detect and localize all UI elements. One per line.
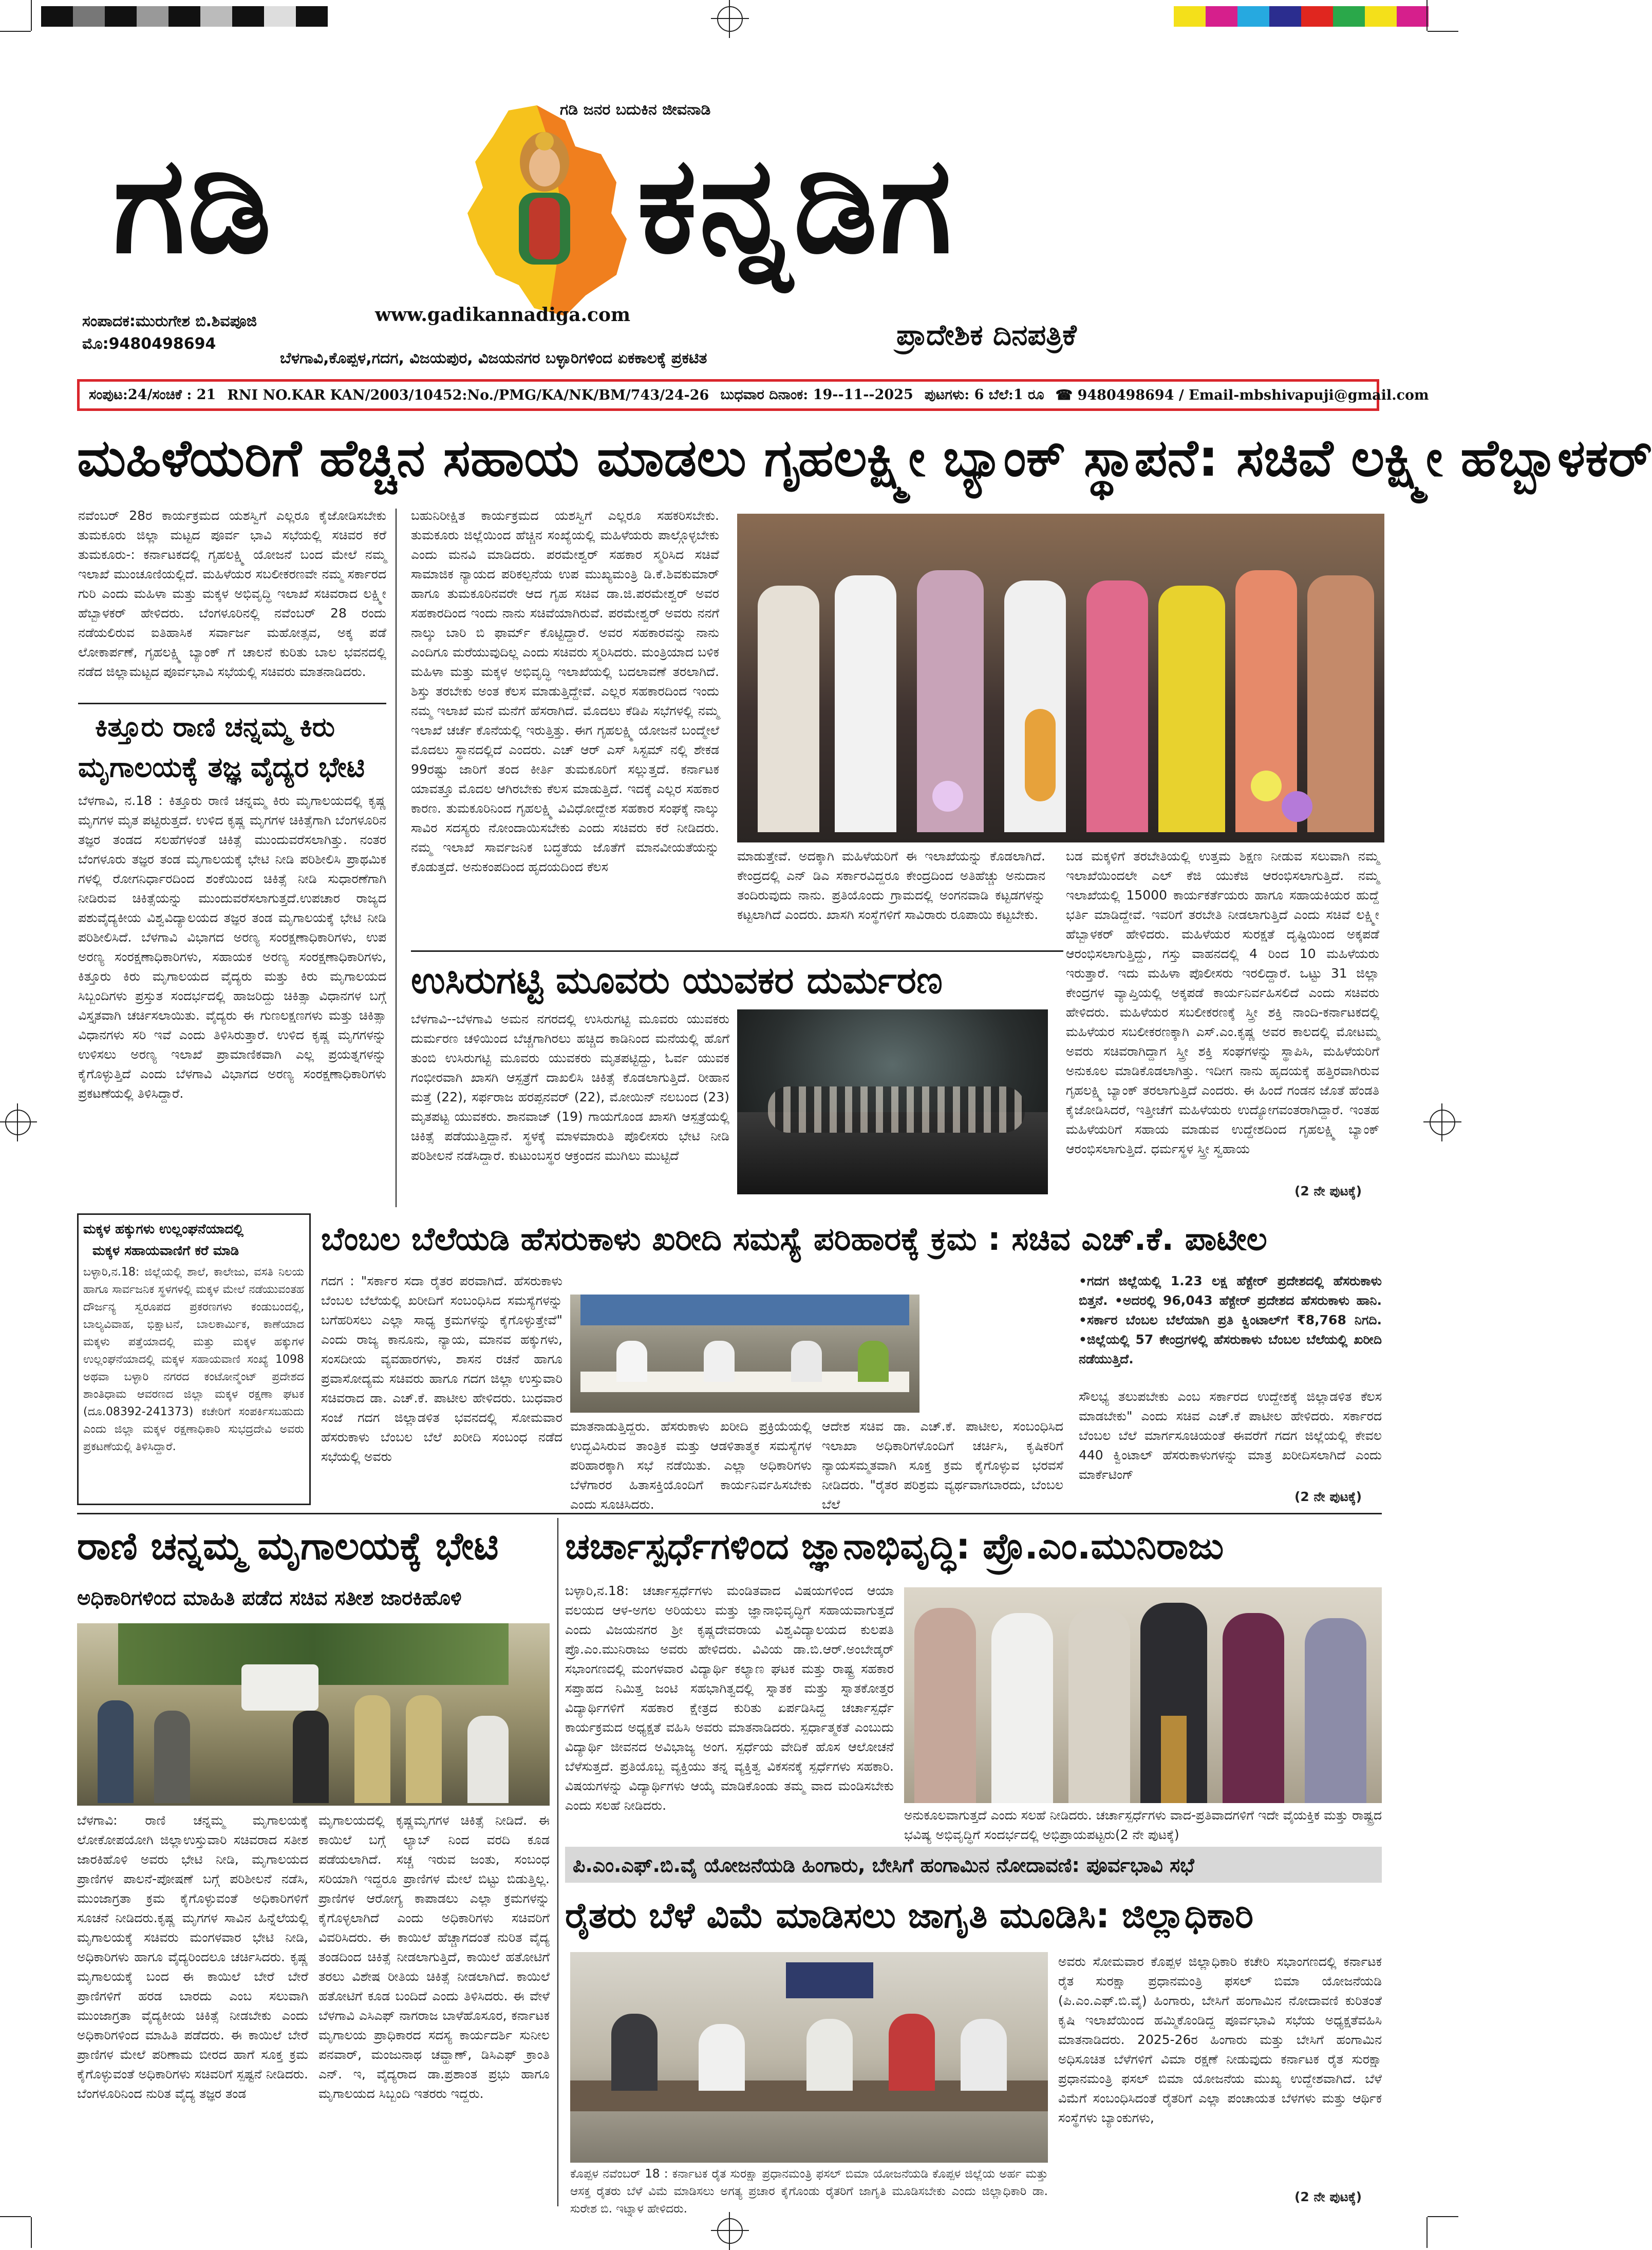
- usirugatti-body: ಬೆಳಗಾವಿ--ಬೆಳಗಾವಿ ಅಮನ ನಗರದಲ್ಲಿ ಉಸಿರುಗಟ್ಟಿ ಮೂವರು ಯುವಕರು ದುರ್ಮರಣ ಚಳಿಯಿಂದ ಬೆಚ್ಚಗಾಗಿರಲು ಹಚ್ಚಿದ ಕಾಡಿನಿಂದ ಮನೆಯಲ್ಲಿ ಹೊಗೆ ತುಂಬಿ ಉಸಿರುಗಟ್ಟಿ ಮೂವರು ಯುವಕರು ಮೃತಪಟ್ಟಿದ್ದು, ಓರ್ವ ಯುವಕ ಗಂಭೀರವಾಗಿ ಖಾಸಗಿ ಆಸ್ಪತ್ರೆಗೆ ದಾಖಲಿಸಿ ಚಿಕಿತ್ಸೆ ಕೊಡಲಾಗುತ್ತಿದೆ. ರೀಹಾನ ಮತ್ತೆ (22), ಸರ್ಫರಾಜ ಹರಪ್ಪನವರ್ (22), ಮೋಯಿನ್ ನಲಬಂದ (23) ಮೃತಪಟ್ಟ ಯುವಕರು. ಶಾನವಾಜ್ (19) ಗಾಯಗೊಂಡ ಖಾಸಗಿ ಆಸ್ಪತ್ರೆಯಲ್ಲಿ ಚಿಕಿತ್ಸೆ ಪಡೆಯುತ್ತಿದ್ದಾನೆ. ಸ್ಥಳಕ್ಕೆ ಮಾಳಮಾರುತಿ ಪೊಲೀಸರು ಭೇಟಿ ನೀಡಿ ಪರಿಶೀಲನೆ ನಡೆಸಿದ್ದಾರೆ. ಕುಟುಂಬಸ್ಥರ ಆಕ್ರಂದನ ಮುಗಿಲು ಮುಟ್ಟಿದೆ: [411, 1011, 729, 1163]
- karnataka-map-emblem: [447, 105, 632, 316]
- bembala-photo: [570, 1295, 919, 1413]
- crop-mark: [31, 0, 32, 31]
- crop-photo-caption: ಕೊಪ್ಪಳ ನವೆಂಬರ್ 18 : ಕರ್ನಾಟಕ ರೈತ ಸುರಕ್ಷಾ ಪ್ರಧಾನಮಂತ್ರಿ ಫಸಲ್ ಬಿಮಾ ಯೋಜನೆಯಡಿ ಕೊಪ್ಪಳ ಜಿಲ್ಲೆಯ ಅರ್ಹ ಮತ್ತು ಆಸಕ್ತ ರೈತರು ಬೆಳೆ ವಿಮೆ ಮಾಡಿಸಲು ಅಗತ್ಯ ಪ್ರಚಾರ ಕೈಗೊಂಡು ರೈತರಿಗೆ ಜಾಗೃತಿ ಮೂಡಿಸಬೇಕು ಎಂದು ಜಿಲ್ಲಾಧಿಕಾರಿ ಡಾ. ಸುರೇಶ ಬಿ. ಇಟ್ನಾಳ ಹೇಳಿದರು.: [570, 2167, 1048, 2216]
- registration-mark-bottom: [717, 2218, 743, 2244]
- children-headline-2: ಮಕ್ಕಳ ಸಹಾಯವಾಣಿಗೆ ಕರೆ ಮಾಡಿ: [92, 1243, 239, 1259]
- website-link[interactable]: www.gadikannadiga.com: [375, 304, 631, 326]
- divider: [411, 950, 1063, 952]
- kittur-body: ಬೆಳಗಾವಿ, ನ.18 : ಕಿತ್ತೂರು ರಾಣಿ ಚನ್ನಮ್ಮ ಕಿರು ಮೃಗಾಲಯದಲ್ಲಿ ಕೃಷ್ಣ ಮೃಗಗಳ ಮೃತ ಪಟ್ಟಿರುತ್ತದೆ. ಉಳಿದ ಕೃಷ್ಣ ಮೃಗಗಳ ಚಿಕಿತ್ಸೆಗಾಗಿ ಬೆಂಗಳೂರಿನ ತಜ್ಞರ ತಂಡದ ಸಲಹೆಗಳಂತೆ ಚಿಕಿತ್ಸೆ ಮುಂದುವರೆಸಲಾಗಿತ್ತು. ನಂತರ ಬೆಂಗಳೂರು ತಜ್ಞರ ತಂಡ ಮೃಗಾಲಯಕ್ಕೆ ಭೇಟಿ ನೀಡಿ ಪರಿಶೀಲಿಸಿ ಪ್ರಾಥಮಿಕ ಗಳಲ್ಲಿ ರೋಗನಿರ್ಧಾರದಿಂದ ಶಂಕೆಯಿಂದ ಚಿಕಿತ್ಸೆ ನೀಡಿ ಸುಧಾರಣೆಗಾಗಿ ನೀಡಿರುವ ಚಿಕಿತ್ಸೆಯನ್ನು ಮುಂದುವರೆಸಲಾಗುತ್ತದೆ.ಉಪಚಾರ ರಾಜ್ಯದ ಪಶುವೈದ್ಯಕೀಯ ವಿಶ್ವವಿದ್ಯಾಲಯದ ತಜ್ಞರ ತಂಡ ಮೃಗಾಲಯಕ್ಕೆ ಭೇಟಿ ನೀಡಿ ಪರಿಶೀಲಿಸಿದೆ. ಬೆಳಗಾವಿ ವಿಭಾಗದ ಅರಣ್ಯ ಸಂರಕ್ಷಣಾಧಿಕಾರಿಗಳು, ಉಪ ಅರಣ್ಯ ಸಂರಕ್ಷಣಾಧಿಕಾರಿಗಳು, ಸಹಾಯಕ ಅರಣ್ಯ ಸಂರಕ್ಷಣಾಧಿಕಾರಿಗಳು, ಕಿತ್ತೂರು ಕಿರು ಮೃಗಾಲಯದ ವೈದ್ಯರು ಮತ್ತು ಕಿರು ಮೃಗಾಲಯದ ಸಿಬ್ಬಂದಿಗಳು ಪ್ರಸ್ತುತ ಸಂದರ್ಭದಲ್ಲಿ ಹಾಜರಿದ್ದು ಚಿಕಿತ್ಸಾ ವಿಧಾನಗಳ ಬಗ್ಗೆ ವಿಸ್ತೃತವಾಗಿ ಚರ್ಚಿಸಲಾಯಿತು. ವೈದ್ಯರು ಈ ಗುಣಲಕ್ಷಣಗಳು ಮತ್ತು ಚಿಕಿತ್ಸಾ ವಿಧಾನಗಳು ಸರಿ ಇವೆ ಎಂದು ತಿಳಿಸಿರುತ್ತಾರೆ. ಉಳಿದ ಕೃಷ್ಣ ಮೃಗಗಳನ್ನು ಉಳಿಸಲು ಅರಣ್ಯ ಇಲಾಖೆ ಪ್ರಾಮಾಣಿಕವಾಗಿ ಎಲ್ಲ ಪ್ರಯತ್ನಗಳನ್ನು ಕೈಗೊಳ್ಳುತ್ತಿದೆ ಎಂದು ಬೆಳಗಾವಿ ವಿಭಾಗದ ಅರಣ್ಯ ಸಂರಕ್ಷಣಾಧಿಕಾರಿಗಳು ಪ್ರಕಟಣೆಯಲ್ಲಿ ತಿಳಿಸಿದ್ದಾರೆ.: [78, 793, 386, 1101]
- crop-photo: [570, 1952, 1048, 2163]
- bembala-photo-caption: ಮಾತನಾಡುತ್ತಿದ್ದರು. ಹೆಸರುಕಾಳು ಖರೀದಿ ಪ್ರಕ್ರಿಯೆಯಲ್ಲಿ ಉದ್ಭವಿಸಿರುವ ತಾಂತ್ರಿಕ ಮತ್ತು ಆಡಳಿತಾತ್ಮಕ ಸಮಸ್ಯೆಗಳ ಪರಿಹಾರಕ್ಕಾಗಿ ಸಭೆ ನಡೆಯಿತು. ಎಲ್ಲಾ ಅಧಿಕಾರಿಗಳು ಬೆಳೆಗಾರರ ಹಿತಾಸಕ್ತಿಯೊಂದಿಗೆ ಕಾರ್ಯನಿರ್ವಹಿಸಬೇಕು ಎಂದು ಸೂಚಿಸಿದರು.: [570, 1419, 812, 1512]
- crop-kicker: ಪಿ.ಎಂ.ಎಫ್.ಬಿ.ವೈ ಯೋಜನೆಯಡಿ ಹಿಂಗಾರು, ಬೇಸಿಗೆ ಹಂಗಾಮಿನ ನೋದಾವಣಿ: ಪೂರ್ವಭಾವಿ ಸಭೆ: [573, 1854, 1194, 1877]
- masthead-title-right: ಕನ್ನಡಿಗ: [637, 128, 954, 283]
- children-body: ಬಳ್ಳಾರಿ,ನ.18: ಜಿಲ್ಲೆಯಲ್ಲಿ ಶಾಲೆ, ಕಾಲೇಜು, ವಸತಿ ನಿಲಯ ಹಾಗೂ ಸಾರ್ವಜನಿಕ ಸ್ಥಳಗಳಲ್ಲಿ ಮಕ್ಕಳ ಮೇಲೆ ನಡೆಯುವಂತಹ ದೌರ್ಜನ್ಯ ಸ್ವರೂಪದ ಪ್ರಕರಣಗಳು ಕಂಡುಬಂದಲ್ಲಿ, ಬಾಲ್ಯವಿವಾಹ, ಭಿಕ್ಷಾಟನೆ, ಬಾಲಕಾರ್ಮಿಕ, ಕಾಣೆಯಾದ ಮಕ್ಕಳು ಪತ್ತೆಯಾದಲ್ಲಿ ಮತ್ತು ಮಕ್ಕಳ ಹಕ್ಕುಗಳ ಉಲ್ಲಂಘನೆಯಾದಲ್ಲಿ ಮಕ್ಕಳ ಸಹಾಯವಾಣಿ ಸಂಖ್ಯೆ 1098 ಅಥವಾ ಬಳ್ಳಾರಿ ನಗರದ ಕಂಟೋನ್ಮೆಂಟ್ ಪ್ರದೇಶದ ಶಾಂತಿಧಾಮ ಆವರಣದ ಜಿಲ್ಲಾ ಮಕ್ಕಳ ರಕ್ಷಣಾ ಘಟಕ (ದೂ.08392-241373) ಕಚೇರಿಗೆ ಸಂಪರ್ಕಿಸಬಹುದು ಎಂದು ಜಿಲ್ಲಾ ಮಕ್ಕಳ ರಕ್ಷಣಾಧಿಕಾರಿ ಸುಭದ್ರದೇವಿ ಅವರು ಪ್ರಕಟಣೆಯಲ್ಲಿ ತಿಳಿಸಿದ್ದಾರೆ.: [83, 1266, 304, 1453]
- crop-mark: [0, 2216, 31, 2217]
- charcha-caption: ಅನುಕೂಲವಾಗುತ್ತದೆ ಎಂದು ಸಲಹೆ ನೀಡಿದರು. ಚರ್ಚಾಸ್ಪರ್ಧೆಗಳು ವಾದ-ಪ್ರತಿವಾದಗಳಿಗೆ ಇದೇ ವೈಯಕ್ತಿಕ ಮತ್ತು ರಾಷ್ಟ್ರದ ಭವಿಷ್ಯ ಅಭಿವೃದ್ಧಿಗೆ ಸಂದರ್ಭದಲ್ಲಿ ಅಭಿಪ್ರಾಯಪಟ್ಟರು(2 ನೇ ಪುಟಕ್ಕೆ): [904, 1808, 1382, 1842]
- registration-mark-left: [5, 1110, 31, 1135]
- masthead-title-left: ಗಡಿ: [113, 128, 274, 283]
- regional-daily-label: ಪ್ರಾದೇಶಿಕ ದಿನಪತ್ರಿಕೆ: [896, 318, 1077, 352]
- color-bar-right: [1174, 6, 1429, 27]
- editions-line: ಬೆಳಗಾವಿ,ಕೊಪ್ಪಳ,ಗದಗ, ವಿಜಯಪುರ, ವಿಜಯನಗರ ಬಳ್ಳಾರಿಗಳಿಂದ ಏಕಕಾಲಕ್ಕೆ ಪ್ರಕಟಿತ: [280, 349, 707, 367]
- bembala-column-1: ಗದಗ : "ಸರ್ಕಾರ ಸದಾ ರೈತರ ಪರವಾಗಿದೆ. ಹೆಸರುಕಾಳು ಬೆಂಬಲ ಬೆಲೆಯಲ್ಲಿ ಖರೀದಿಗೆ ಸಂಬಂಧಿಸಿದ ಸಮಸ್ಯೆಗಳನ್ನು ಬಗೆಹರಿಸಲು ಎಲ್ಲಾ ಸಾಧ್ಯ ಕ್ರಮಗಳನ್ನು ಕೈಗೊಳ್ಳುತ್ತೇವೆ" ಎಂದು ರಾಜ್ಯ ಕಾನೂನು, ನ್ಯಾಯ, ಮಾನವ ಹಕ್ಕುಗಳು, ಸಂಸದೀಯ ವ್ಯವಹಾರಗಳು, ಶಾಸನ ರಚನೆ ಹಾಗೂ ಪ್ರವಾಸೋದ್ಯಮ ಸಚಿವರು ಹಾಗೂ ಗದಗ ಜಿಲ್ಲಾ ಉಸ್ತುವಾರಿ ಸಚಿವರಾದ ಡಾ. ಎಚ್.ಕೆ. ಪಾಟೀಲ ಹೇಳಿದರು. ಬುಧವಾರ ಸಂಜೆ ಗದಗ ಜಿಲ್ಲಾಡಳಿತ ಭವನದಲ್ಲಿ ಸೋಮವಾರ ಹೆಸರುಕಾಳು ಬೆಂಬಲ ಬೆಲೆ ಖರೀದಿ ಸಂಬಂಧ ನಡೆದ ಸಭೆಯಲ್ಲಿ ಅವರು: [321, 1273, 562, 1464]
- lead-continued: (2 ನೇ ಪುಟಕ್ಕೆ): [1294, 1184, 1362, 1198]
- crop-continued: (2 ನೇ ಪುಟಕ್ಕೆ): [1294, 2189, 1362, 2204]
- color-bar-left: [41, 6, 328, 27]
- rani-headline: ರಾಣಿ ಚನ್ನಮ್ಮ ಮೃಗಾಲಯಕ್ಕೆ ಭೇಟಿ: [77, 1524, 499, 1568]
- contact-info: ☎ 9480498694 / Email-mbshivapuji@gmail.com: [1055, 387, 1429, 403]
- issue-info-bar: [77, 379, 1429, 411]
- lead-column-1: ನವೆಂಬರ್ 28ರ ಕಾರ್ಯಕ್ರಮದ ಯಶಸ್ವಿಗೆ ಎಲ್ಲರೂ ಕೈಜೋಡಿಸಬೇಕು ತುಮಕೂರು ಜಿಲ್ಲಾ ಮಟ್ಟದ ಪೂರ್ವ ಭಾವಿ ಸಭೆಯಲ್ಲಿ ಸಚಿವರ ಕರೆ ತುಮಕೂರು-: ಕರ್ನಾಟಕದಲ್ಲಿ ಗೃಹಲಕ್ಷ್ಮಿ ಯೋಜನೆ ಬಂದ ಮೇಲೆ ನಮ್ಮ ಇಲಾಖೆ ಮುಂಚೂಣಿಯಲ್ಲಿದೆ. ಮಹಿಳೆಯರ ಸಬಲೀಕರಣವೇ ನಮ್ಮ ಸರ್ಕಾರದ ಗುರಿ ಎಂದು ಮಹಿಳಾ ಮತ್ತು ಮಕ್ಕಳ ಅಭಿವೃದ್ಧಿ ಇಲಾಖೆ ಸಚಿವರಾದ ಲಕ್ಷ್ಮೀ ಹೆಬ್ಬಾಳಕರ್ ಹೇಳಿದರು. ಬೆಂಗಳೂರಿನಲ್ಲಿ ನವೆಂಬರ್ 28 ರಂದು ನಡೆಯಲಿರುವ ಐತಿಹಾಸಿಕ ಸರ್ವಾರ್ಜ ಮಹೋತ್ಸವ, ಅಕ್ಕ ಪಡೆ ಲೋಕಾರ್ಪಣೆ, ಗೃಹಲಕ್ಷ್ಮಿ ಬ್ಯಾಂಕ್ ಗೆ ಚಾಲನೆ ಕುರಿತು ಬಾಲ ಭವನದಲ್ಲಿ ನಡೆದ ಜಿಲ್ಲಾಮಟ್ಟದ ಪೂರ್ವಭಾವಿ ಸಭೆಯಲ್ಲಿ ಸಚಿವರು ಮಾತನಾಡಿದರು.: [78, 508, 386, 679]
- crop-mark: [0, 31, 31, 32]
- registration-mark-right: [1430, 1110, 1455, 1135]
- usirugatti-headline: ಉಸಿರುಗಟ್ಟಿ ಮೂವರು ಯುವಕರ ದುರ್ಮರಣ: [411, 959, 943, 1002]
- lead-photo-caption: ಮಾಡುತ್ತೇವೆ. ಅದಕ್ಕಾಗಿ ಮಹಿಳೆಯರಿಗೆ ಈ ಇಲಾಖೆಯನ್ನು ಕೊಡಲಾಗಿದೆ. ಕೇಂದ್ರದಲ್ಲಿ ಎನ್ ಡಿಎ ಸರ್ಕಾರವಿದ್ದರೂ ಕೇಂದ್ರದಿಂದ ಅತಿಹೆಚ್ಚು ಅನುದಾನ ತಂದಿರುವುದು ನಾನು. ಪ್ರತಿಯೊಂದು ಗ್ರಾಮದಲ್ಲಿ ಅಂಗನವಾಡಿ ಕಟ್ಟಡಗಳನ್ನು ಕಟ್ಟಲಾಗಿದೆ ಎಂದರು. ಖಾಸಗಿ ಸಂಸ್ಥೆಗಳಿಗೆ ಸಾವಿರಾರು ರೂಪಾಯಿ ಕಟ್ಟಬೇಕು.: [737, 849, 1045, 922]
- editor-mobile: ಮೊ:9480498694: [82, 335, 216, 353]
- bembala-continued: (2 ನೇ ಪುಟಕ್ಕೆ): [1294, 1489, 1362, 1504]
- lead-headline: ಮಹಿಳೆಯರಿಗೆ ಹೆಚ್ಚಿನ ಸಹಾಯ ಮಾಡಲು ಗೃಹಲಕ್ಷ್ಮೀ ಬ್ಯಾಂಕ್ ಸ್ಥಾಪನೆ: ಸಚಿವೆ ಲಕ್ಷ್ಮೀ ಹೆಬ್ಬಾಳಕರ್: [77, 428, 1652, 488]
- rani-column-1: ಬೆಳಗಾವಿ: ರಾಣಿ ಚನ್ನಮ್ಮ ಮೃಗಾಲಯಕ್ಕೆ ಲೋಕೋಪಯೋಗಿ ಜಿಲ್ಲಾಉಸ್ತುವಾರಿ ಸಚಿವರಾದ ಸತೀಶ ಜಾರಕಿಹೊಳಿ ಅವರು ಭೇಟಿ ನೀಡಿ, ಮೃಗಾಲಯದ ಪ್ರಾಣಿಗಳ ಪಾಲನೆ-ಪೋಷಣೆ ಬಗ್ಗೆ ಪರಿಶೀಲನೆ ನಡೆಸಿ, ಮುಂಜಾಗ್ರತಾ ಕ್ರಮ ಕೈಗೊಳ್ಳುವಂತೆ ಅಧಿಕಾರಿಗಳಿಗೆ ಸೂಚನೆ ನೀಡಿದರು.ಕೃಷ್ಣ ಮೃಗಗಳ ಸಾವಿನ ಹಿನ್ನೆಲೆಯಲ್ಲಿ ಮೃಗಾಲಯಕ್ಕೆ ಸಚಿವರು ಮಂಗಳವಾರ ಭೇಟಿ ನೀಡಿ, ಅಧಿಕಾರಿಗಳು ಹಾಗೂ ವೈದ್ಯರಿಂದಲೂ ಚರ್ಚಿಸಿದರು. ಕೃಷ್ಣ ಮೃಗಾಲಯಕ್ಕೆ ಬಂದ ಈ ಕಾಯಿಲೆ ಬೇರೆ ಬೇರೆ ಪ್ರಾಣಿಗಳಿಗೆ ಹರಡ ಬಾರದು ಎಂಬ ಸಲುವಾಗಿ ಮುಂಜಾಗ್ರತಾ ವೈದ್ಯಕೀಯ ಚಿಕಿತ್ಸೆ ನೀಡಬೇಕು ಎಂದು ಅಧಿಕಾರಿಗಳಿಂದ ಮಾಹಿತಿ ಪಡೆದರು. ಈ ಕಾಯಿಲೆ ಬೇರೆ ಪ್ರಾಣಿಗಳ ಮೇಲೆ ಪರಿಣಾಮ ಬೀರದ ಹಾಗೆ ಸೂಕ್ತ ಕ್ರಮ ಕೈಗೊಳ್ಳುವಂತೆ ಅಧಿಕಾರಿಗಳು ಸಚಿವರಿಗೆ ಸ್ಪಷ್ಟನೆ ನೀಡಿದರು. ಬೆಂಗಳೂರಿನಿಂದ ನುರಿತ ವೈದ್ಯ ತಜ್ಞರ ತಂಡ: [77, 1813, 308, 2101]
- editor-name: ಸಂಪಾದಕ:ಮುರುಗೇಶ ಬಿ.ಶಿವಪೂಜಿ: [82, 312, 257, 330]
- crop-mark: [1426, 0, 1428, 31]
- crop-mark: [1428, 31, 1458, 32]
- crop-headline: ರೈತರು ಬೆಳೆ ವಿಮೆ ಮಾಡಿಸಲು ಜಾಗೃತಿ ಮೂಡಿಸಿ: ಜಿಲ್ಲಾಧಿಕಾರಿ: [565, 1896, 1254, 1936]
- rni-number: RNI NO.KAR KAN/2003/10452:No./PMG/KA/NK/BM/743/24-26: [227, 387, 709, 403]
- crop-mark: [1428, 2216, 1458, 2217]
- divider: [396, 509, 397, 1207]
- charcha-body: ಬಳ್ಳಾರಿ,ನ.18: ಚರ್ಚಾಸ್ಪರ್ಧೆಗಳು ಮಂಡಿತವಾದ ವಿಷಯಗಳಿಂದ ಆಯಾ ವಲಯದ ಆಳ-ಅಗಲ ಅರಿಯಲು ಮತ್ತು ಜ್ಞಾನಾಭಿವೃದ್ಧಿಗೆ ಸಹಾಯವಾಗುತ್ತದೆ ಎಂದು ವಿಜಯನಗರ ಶ್ರೀ ಕೃಷ್ಣದೇವರಾಯ ವಿಶ್ವವಿದ್ಯಾಲಯದ ಕುಲಪತಿ ಪ್ರೊ.ಎಂ.ಮುನಿರಾಜು ಅವರು ಹೇಳಿದರು. ವಿವಿಯ ಡಾ.ಬಿ.ಆರ್.ಅಂಬೇಡ್ಕರ್ ಸಭಾಂಗಣದಲ್ಲಿ ಮಂಗಳವಾರ ವಿದ್ಯಾರ್ಥಿ ಕಲ್ಯಾಣ ಘಟಕ ಮತ್ತು ರಾಷ್ಟ್ರ ಸಹಕಾರ ಸಪ್ತಾಹದ ನಿಮಿತ್ತ ಜಂಟಿ ಸಹಭಾಗಿತ್ವದಲ್ಲಿ ಸ್ನಾತಕ ಮತ್ತು ಸ್ನಾತಕೋತ್ತರ ವಿದ್ಯಾರ್ಥಿಗಳಿಗೆ ಸಹಕಾರ ಕ್ಷೇತ್ರದ ಕುರಿತು ಏರ್ಪಡಿಸಿದ್ದ ಚರ್ಚಾಸ್ಪರ್ಧೆ ಕಾರ್ಯಕ್ರಮದ ಅಧ್ಯಕ್ಷತೆ ವಹಿಸಿ ಅವರು ಮಾತನಾಡಿದರು. ಸ್ಪರ್ಧಾತ್ಮಕತೆ ಎಂಬುದು ವಿದ್ಯಾರ್ಥಿ ಜೀವನದ ಅವಿಭಾಜ್ಯ ಅಂಗ. ಸ್ಪರ್ಧೆಯ ವೇದಿಕೆ ಹೊಸ ಆಲೋಚನೆ ಬೆಳೆಸುತ್ತದೆ. ಪ್ರತಿಯೊಬ್ಬ ವ್ಯಕ್ತಿಯು ತನ್ನ ವ್ಯಕ್ತಿತ್ವ ವಿಕಸನಕ್ಕೆ ಸ್ಪರ್ಧೆಗಳು ಸಹಕಾರಿ. ವಿಷಯಗಳನ್ನು ವಿದ್ಯಾರ್ಥಿಗಳು ಆಯ್ಕೆ ಮಾಡಿಕೊಂಡು ತಮ್ಮ ವಾದ ಮಂಡಿಸಬೇಕು ಎಂದು ಸಲಹೆ ನೀಡಿದರು.: [565, 1583, 894, 1813]
- usirugatti-photo: [737, 1009, 1048, 1194]
- divider: [557, 1518, 558, 2206]
- kittur-headline-1: ಕಿತ್ತೂರು ರಾಣಿ ಚನ್ನಮ್ಮ ಕಿರು: [95, 712, 335, 743]
- rani-subhead: ಅಧಿಕಾರಿಗಳಿಂದ ಮಾಹಿತಿ ಪಡೆದ ಸಚಿವ ಸತೀಶ ಜಾರಕಿಹೊಳಿ: [77, 1586, 462, 1610]
- page-count-price: ಪುಟಗಳು: 6 ಬೆಲೆ:1 ರೂ: [924, 387, 1044, 403]
- divider: [78, 703, 386, 704]
- charcha-photo: [904, 1587, 1382, 1803]
- lead-photo: [737, 514, 1384, 842]
- bembala-right-column: ಸೌಲಭ್ಯ ತಲುಪಬೇಕು ಎಂಬ ಸರ್ಕಾರದ ಉದ್ದೇಶಕ್ಕೆ ಜಿಲ್ಲಾಡಳಿತ ಕೆಲಸ ಮಾಡಬೇಕು" ಎಂದು ಸಚಿವ ಎಚ್.ಕೆ ಪಾಟೀಲ ಹೇಳಿದರು. ಸರ್ಕಾರದ ಬೆಂಬಲ ಬೆಲೆ ಮಾರ್ಗಸೂಚಿಯಂತೆ ಈವರೆಗೆ ಗದಗ ಜಿಲ್ಲೆಯಲ್ಲಿ ಕೇವಲ 440 ಕ್ವಿಂಟಾಲ್ ಹೆಸರುಕಾಳುಗಳನ್ನು ಮಾತ್ರ ಖರೀದಿಸಲಾಗಿದೆ ಎಂದು ಮಾರ್ಕೆಟಿಂಗ್: [1079, 1389, 1382, 1482]
- rani-column-2: ಮೃಗಾಲಯದಲ್ಲಿ ಕೃಷ್ಣಮೃಗಗಳ ಚಿಕಿತ್ಸೆ ನೀಡಿದೆ. ಈ ಕಾಯಿಲೆ ಬಗ್ಗೆ ಲ್ಯಾಬ್ ನಿಂದ ವರದಿ ಕೂಡ ಪಡೆಯಲಾಗಿದೆ. ಸಚ್ಚ ಇರುವ ಜಂತು, ಸಂಬಂಧ ಸರಿಯಾಗಿ ಇದ್ದರೂ ಪ್ರಾಣಿಗಳ ಮೇಲೆ ಬಿಟ್ಟು ಬಿಡುತ್ತಿಲ್ಲ. ಪ್ರಾಣಿಗಳ ಆರೋಗ್ಯ ಕಾಪಾಡಲು ಎಲ್ಲಾ ಕ್ರಮಗಳನ್ನು ಕೈಗೊಳ್ಳಲಾಗಿದೆ ಎಂದು ಅಧಿಕಾರಿಗಳು ಸಚಿವರಿಗೆ ವಿವರಿಸಿದರು. ಈ ಕಾಯಿಲೆ ಹೆಚ್ಚಾಗದಂತೆ ನುರಿತ ವೈದ್ಯ ತಂಡದಿಂದ ಚಿಕಿತ್ಸೆ ನೀಡಲಾಗುತ್ತಿದೆ, ಕಾಯಿಲೆ ಹತೋಟಿಗೆ ತರಲು ವಿಶೇಷ ರೀತಿಯ ಚಿಕಿತ್ಸೆ ನೀಡಲಾಗಿದೆ. ಕಾಯಿಲೆ ಹತೋಟಿಗೆ ಕೂಡ ಬಂದಿದೆ ಎಂದು ತಿಳಿಸಿದರು. ಈ ವೇಳೆ ಬೆಳಗಾವಿ ಎಸಿಎಫ್ ನಾಗರಾಜ ಬಾಳೆಹೊಸೂರ, ಕರ್ನಾಟಕ ಮೃಗಾಲಯ ಪ್ರಾಧಿಕಾರದ ಸದಸ್ಯ ಕಾರ್ಯದರ್ಶಿ ಸುನೀಲ ಪನವಾರ್, ಮಂಜುನಾಥ ಚವ್ಹಾಣ್, ಡಿಸಿಎಫ್ ಕ್ರಾಂತಿ ಎನ್. ಇ, ವೈದ್ಯರಾದ ಡಾ.ಪ್ರಶಾಂತ ಪ್ರಭು ಹಾಗೂ ಮೃಗಾಲಯದ ಸಿಬ್ಬಂದಿ ಇತರರು ಇದ್ದರು.: [318, 1813, 550, 2101]
- lead-column-2: ಬಹುನಿರೀಕ್ಷಿತ ಕಾರ್ಯಕ್ರಮದ ಯಶಸ್ವಿಗೆ ಎಲ್ಲರೂ ಸಹಕರಿಸಬೇಕು. ತುಮಕೂರು ಜಿಲ್ಲೆಯಿಂದ ಹೆಚ್ಚಿನ ಸಂಖ್ಯೆಯಲ್ಲಿ ಮಹಿಳೆಯರು ಪಾಲ್ಗೊಳ್ಳಬೇಕು ಎಂದು ಮನವಿ ಮಾಡಿದರು. ಪರಮೇಶ್ವರ್ ಸಹಕಾರ ಸ್ಮರಿಸಿದ ಸಚಿವೆ ಸಾಮಾಜಿಕ ನ್ಯಾಯದ ಪರಿಕಲ್ಪನೆಯ ಉಪ ಮುಖ್ಯಮಂತ್ರಿ ಡಿ.ಕೆ.ಶಿವಕುಮಾರ್ ಹಾಗೂ ತುಮಕೂರಿನವರೇ ಆದ ಗೃಹ ಸಚಿವ ಡಾ.ಜಿ.ಪರಮೇಶ್ವರ್ ಅವರ ಸಹಕಾರದಿಂದ ಇಂದು ನಾನು ಸಚಿವೆಯಾಗಿರುವೆ. ಪರಮೇಶ್ವರ್ ಅವರು ನನಗೆ ನಾಲ್ಕು ಬಾರಿ ಬಿ ಫಾರ್ಮ್ ಕೊಟ್ಟಿದ್ದಾರೆ. ಅವರ ಸಹಕಾರವನ್ನು ನಾನು ಎಂದಿಗೂ ಮರೆಯುವುದಿಲ್ಲ ಎಂದು ಸಚಿವರು ಸ್ಮರಿಸಿದರು. ಮಂತ್ರಿಯಾದ ಬಳಿಕ ಮಹಿಳಾ ಮತ್ತು ಮಕ್ಕಳ ಅಭಿವೃದ್ಧಿ ಇಲಾಖೆಯಲ್ಲಿ ಬದಲಾವಣೆ ತರಲಾಗಿದೆ. ಶಿಸ್ತು ತರಬೇಕು ಅಂತ ಕೆಲಸ ಮಾಡುತ್ತಿದ್ದೇವೆ. ಎಲ್ಲರ ಸಹಕಾರದಿಂದ ಇಂದು ನಮ್ಮ ಇಲಾಖೆ ಮನೆ ಮನೆಗೆ ಹೆಸರಾಗಿದೆ. ಮೊದಲು ಕೆಡಿಪಿ ಸಭೆಗಳಲ್ಲಿ ನಮ್ಮ ಇಲಾಖೆ ಚರ್ಚೆ ಕೊನೆಯಲ್ಲಿ ಇರುತ್ತಿತ್ತು. ಈಗ ಗೃಹಲಕ್ಷ್ಮಿ ಯೋಜನೆ ಬಂದ್ಮೇಲೆ ಮೊದಲು ಸ್ಥಾನದಲ್ಲಿದೆ ಎಂದರು. ಎಚ್ ಆರ್ ಎಸ್ ಸಿಸ್ಟಮ್ ನಲ್ಲಿ ಶೇಕಡ 99ರಷ್ಟು ಜಾರಿಗೆ ತಂದ ಕೀರ್ತಿ ತುಮಕೂರಿಗೆ ಸಲ್ಲುತ್ತದೆ. ಕರ್ನಾಟಕ ಯಾವತ್ತೂ ಮೊದಲ ಆಗಿರಬೇಕು ಕೆಲಸ ಮಾಡುತ್ತಿದೆ. ಇದಕ್ಕೆ ಎಲ್ಲರ ಸಹಕಾರ ಕಾರಣ. ತುಮಕೂರಿನಿಂದ ಗೃಹಲಕ್ಷ್ಮಿ ವಿವಿಧೋದ್ದೇಶ ಸಹಕಾರ ಸಂಘಕ್ಕೆ ನಾಲ್ಕು ಸಾವಿರ ಸದಸ್ಯರು ನೋಂದಾಯಿಸಬೇಕು ಎಂದು ಸಚಿವರು ಕರೆ ನೀಡಿದರು. ನಮ್ಮ ಇಲಾಖೆ ಸಾರ್ವಜನಿಕ ಬದ್ಧತೆಯ ಜೊತೆಗೆ ಮಾನವೀಯತೆಯನ್ನು ಕೊಡುತ್ತದೆ. ಅನುಕಂಪದಿಂದ ಹೃದಯದಿಂದ ಕೆಲಸ: [411, 508, 719, 874]
- crop-mark: [31, 2217, 32, 2248]
- bembala-headline: ಬೆಂಬಲ ಬೆಲೆಯಡಿ ಹೆಸರುಕಾಳು ಖರೀದಿ ಸಮಸ್ಯೆ ಪರಿಹಾರಕ್ಕೆ ಕ್ರಮ : ಸಚಿವ ಎಚ್.ಕೆ. ಪಾಟೀಲ: [321, 1220, 1267, 1258]
- issue-volume: ಸಂಪುಟ:24/ಸಂಚಿಕೆ : 21: [89, 387, 216, 403]
- charcha-headline: ಚರ್ಚಾಸ್ಪರ್ಧೆಗಳಿಂದ ಜ್ಞಾನಾಭಿವೃದ್ಧಿ: ಪ್ರೊ.ಎಂ.ಮುನಿರಾಜು: [565, 1525, 1224, 1567]
- crop-mark: [1426, 2217, 1428, 2248]
- crop-right-column: ಅವರು ಸೋಮವಾರ ಕೊಪ್ಪಳ ಜಿಲ್ಲಾಧಿಕಾರಿ ಕಚೇರಿ ಸಭಾಂಗಣದಲ್ಲಿ ಕರ್ನಾಟಕ ರೈತ ಸುರಕ್ಷಾ ಪ್ರಧಾನಮಂತ್ರಿ ಫಸಲ್ ಬಿಮಾ ಯೋಜನೆಯಡಿ (ಪಿ.ಎಂ.ಎಫ್.ಬಿ.ವೈ) ಹಿಂಗಾರು, ಬೇಸಿಗೆ ಹಂಗಾಮಿನ ನೋದಾವಣಿ ಕುರಿತಂತೆ ಕೃಷಿ ಇಲಾಖೆಯಿಂದ ಹಮ್ಮಿಕೊಂಡಿದ್ದ ಪೂರ್ವಭಾವಿ ಸಭೆಯ ಅಧ್ಯಕ್ಷತೆವಹಿಸಿ ಮಾತನಾಡಿದರು. 2025-26ರ ಹಿಂಗಾರು ಮತ್ತು ಬೇಸಿಗೆ ಹಂಗಾಮಿನ ಅಧಿಸೂಚಿತ ಬೆಳೆಗಳಿಗೆ ವಿಮಾ ರಕ್ಷಣೆ ನೀಡುವುದು ಕರ್ನಾಟಕ ರೈತ ಸುರಕ್ಷಾ ಪ್ರಧಾನಮಂತ್ರಿ ಫಸಲ್ ಬಿಮಾ ಯೋಜನೆಯ ಮುಖ್ಯ ಉದ್ದೇಶವಾಗಿದೆ. ಬೆಳೆ ವಿಮೆಗೆ ಸಂಬಂಧಿಸಿದಂತೆ ರೈತರಿಗೆ ಎಲ್ಲಾ ಪಂಚಾಯತ ಬೆಳಗಳು ಮತ್ತು ಆರ್ಥಿಕ ಸಂಸ್ಥೆಗಳು ಬ್ಯಾಂಕುಗಳು,: [1058, 1954, 1382, 2125]
- rani-photo: [77, 1623, 550, 1806]
- lead-right-column: ಬಡ ಮಕ್ಕಳಿಗೆ ತರಬೇತಿಯಲ್ಲಿ ಉತ್ತಮ ಶಿಕ್ಷಣ ನೀಡುವ ಸಲುವಾಗಿ ನಮ್ಮ ಇಲಾಖೆಯಿಂದಲೇ ಎಲ್ ಕೆಜಿ ಯುಕೆಜಿ ಆರಂಭಿಸಲಾಗುತ್ತಿದೆ. ನಮ್ಮ ಇಲಾಖೆಯಲ್ಲಿ 15000 ಕಾರ್ಯಕರ್ತೆಯರು ಹಾಗೂ ಸಹಾಯಕಿಯರ ಹುದ್ದೆ ಭರ್ತಿ ಮಾಡಿದ್ದೇವೆ. ಇವರಿಗೆ ತರಬೇತಿ ನೀಡಲಾಗುತ್ತಿದೆ ಎಂದು ಸಚಿವೆ ಲಕ್ಷ್ಮೀ ಹೆಬ್ಬಾಳಕರ್ ಹೇಳಿದರು. ಮಹಿಳೆಯರ ಸುರಕ್ಷತೆ ದೃಷ್ಟಿಯಿಂದ ಅಕ್ಕಪಡೆ ಆರಂಭಿಸಲಾಗುತ್ತಿದ್ದು, ಗಸ್ತು ವಾಹನದಲ್ಲಿ 4 ರಿಂದ 10 ಮಹಿಳೆಯರು ಇರುತ್ತಾರೆ. ಇದು ಮಹಿಳಾ ಪೊಲೀಸರು ಇರಲಿದ್ದಾರೆ. ಒಟ್ಟು 31 ಜಿಲ್ಲಾ ಕೇಂದ್ರಗಳ ವ್ಯಾಪ್ತಿಯಲ್ಲಿ ಅಕ್ಕಪಡೆ ಕಾರ್ಯನಿರ್ವಹಿಸಲಿದೆ ಎಂದು ಸಚಿವರು ಹೇಳಿದರು. ಮಹಿಳೆಯರ ಸಬಲೀಕರಣಕ್ಕೆ ಸ್ತ್ರೀ ಶಕ್ತಿ ನಾಂದಿ-ಕರ್ನಾಟಕದಲ್ಲಿ ಮಹಿಳೆಯರ ಸಬಲೀಕರಣಕ್ಕಾಗಿ ಎಸ್.ಎಂ.ಕೃಷ್ಣ ಅವರ ಕಾಲದಲ್ಲಿ ಮೋಟಮ್ಮ ಅವರು ಸಚಿವರಾಗಿದ್ದಾಗ ಸ್ತ್ರೀ ಶಕ್ತಿ ಸಂಘಗಳನ್ನು ಸ್ಥಾಪಿಸಿ, ಮಹಿಳೆಯರಿಗೆ ಅನುಕೂಲ ಮಾಡಿಕೊಡಲಾಗಿತ್ತು. ಇದೀಗ ನಾನು ಹೃದಯಕ್ಕೆ ಹತ್ತಿರವಾಗಿರುವ ಗೃಹಲಕ್ಷ್ಮಿ ಬ್ಯಾಂಕ್ ತರಲಾಗುತ್ತಿದೆ ಎಂದರು. ಈ ಹಿಂದೆ ಗಂಡನ ಜೊತೆ ಹೆಂಡತಿ ಕೈಜೋಡಿಸಿದರೆ, ಇತ್ತೀಚೆಗೆ ಮಹಿಳೆಯರು ಉದ್ಯೋಗವಂತರಾಗಿದ್ದಾರೆ. ಇಂತಹ ಮಹಿಳೆಯರಿಗೆ ಸಹಾಯ ಮಾಡುವ ಉದ್ದೇಶದಿಂದ ಗೃಹಲಕ್ಷ್ಮಿ ಬ್ಯಾಂಕ್ ಆರಂಭಿಸಲಾಗುತ್ತಿದೆ. ಧರ್ಮಸ್ಥಳ ಸ್ತ್ರೀ ಸ್ವಹಾಯ: [1066, 849, 1379, 1156]
- issue-date: ಬುಧವಾರ ದಿನಾಂಕ: 19--11--2025: [720, 387, 913, 403]
- bembala-column-3: ಆದೇಶ ಸಚಿವ ಡಾ. ಎಚ್.ಕೆ. ಪಾಟೀಲ, ಸಂಬಂಧಿಸಿದ ಇಲಾಖಾ ಅಧಿಕಾರಿಗಳೊಂದಿಗೆ ಚರ್ಚಿಸಿ, ಕೃಷಿಕರಿಗೆ ನ್ಯಾಯಸಮ್ಮತವಾಗಿ ಸೂಕ್ತ ಕ್ರಮ ಕೈಗೊಳ್ಳುವ ಭರವಸೆ ನೀಡಿದರು. "ರೈತರ ಪರಿಶ್ರಮ ವ್ಯರ್ಥವಾಗಬಾರದು, ಬೆಂಬಲ ಬೆಲೆ: [822, 1419, 1063, 1512]
- divider: [77, 1513, 1382, 1514]
- masthead-tagline: ಗಡಿ ಜನರ ಬದುಕಿನ ಜೀವನಾಡಿ: [560, 101, 711, 119]
- bembala-bullets: •ಗದಗ ಜಿಲ್ಲೆಯಲ್ಲಿ 1.23 ಲಕ್ಷ ಹೆಕ್ಟೇರ್ ಪ್ರದೇಶದಲ್ಲಿ ಹೆಸರುಕಾಳು ಬಿತ್ತನೆ. •ಅದರಲ್ಲಿ 96,043 ಹೆಕ್ಟೇರ್ ಪ್ರದೇಶದ ಹೆಸರುಕಾಳು ಹಾನಿ. •ಸರ್ಕಾರ ಬೆಂಬಲ ಬೆಲೆಯಾಗಿ ಪ್ರತಿ ಕ್ವಿಂಟಾಲ್‌ಗೆ ₹8,768 ನಿಗದಿ. •ಜಿಲ್ಲೆಯಲ್ಲಿ 57 ಕೇಂದ್ರಗಳಲ್ಲಿ ಹೆಸರುಕಾಳು ಬೆಂಬಲ ಬೆಲೆಯಲ್ಲಿ ಖರೀದಿ ನಡೆಯುತ್ತಿದೆ.: [1079, 1273, 1382, 1366]
- children-headline-1: ಮಕ್ಕಳ ಹಕ್ಕುಗಳು ಉಲ್ಲಂಘನೆಯಾದಲ್ಲಿ: [83, 1222, 244, 1237]
- registration-mark-top: [717, 6, 743, 32]
- kittur-headline-2: ಮೃಗಾಲಯಕ್ಕೆ ತಜ್ಞ ವೈದ್ಯರ ಭೇಟಿ: [78, 751, 365, 783]
